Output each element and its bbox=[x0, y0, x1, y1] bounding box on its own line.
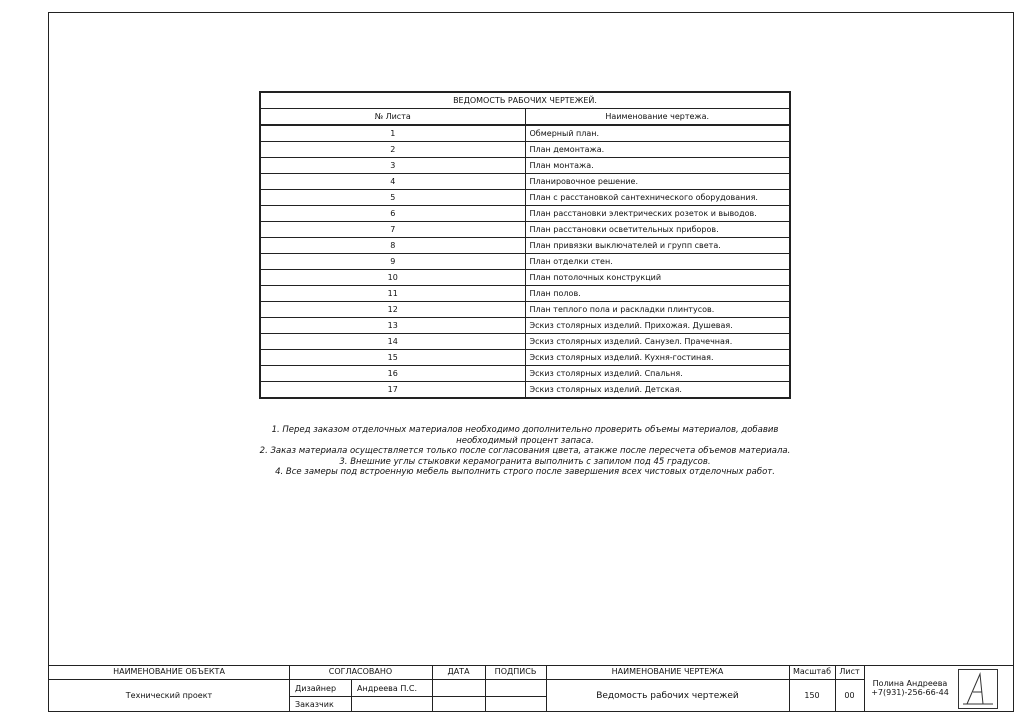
drawing-header: НАИМЕНОВАНИЕ ЧЕРТЕЖА bbox=[611, 667, 724, 676]
table-row bbox=[260, 318, 790, 334]
col-name-header: Наименование чертежа. bbox=[525, 109, 790, 126]
drawing-name-cell: Обмерный план. bbox=[525, 125, 790, 142]
author-name: Полина Андреева bbox=[872, 679, 948, 688]
object-header: НАИМЕНОВАНИЕ ОБЪЕКТА bbox=[113, 667, 225, 676]
table-row bbox=[260, 382, 790, 399]
table-row bbox=[260, 206, 790, 222]
col-number-header: № Листа bbox=[260, 109, 525, 126]
sheet-number-cell: 1 bbox=[260, 125, 525, 142]
note-line: 3. Внешние углы стыковки керамогранита выполнить с запилом под 45 градусов. bbox=[339, 456, 711, 467]
sheet-number-cell: 9 bbox=[260, 254, 525, 270]
note-line: 1. Перед заказом отделочных материалов необходимо дополнительно проверить объемы материалов, добавив необходимый процент запаса. bbox=[271, 425, 779, 446]
table-row bbox=[260, 174, 790, 190]
drawing-name-cell: План теплого пола и раскладки плинтусов. bbox=[525, 302, 790, 318]
drawing-name-cell: Эскиз столярных изделий. Санузел. Прачечная. bbox=[525, 334, 790, 350]
table-row bbox=[260, 286, 790, 302]
table-row bbox=[260, 254, 790, 270]
table-row bbox=[260, 238, 790, 254]
drawing-name-cell: План полов. bbox=[525, 286, 790, 302]
sheet-number-cell: 2 bbox=[260, 142, 525, 158]
drawing-name-cell: План расстановки осветительных приборов. bbox=[525, 222, 790, 238]
sheet-number-cell: 3 bbox=[260, 158, 525, 174]
drawings-register-table bbox=[259, 91, 791, 399]
note-line: 2. Заказ материала осуществляется только после согласования цвета, атакже после пересчета объемов материала. bbox=[259, 446, 791, 456]
sign-header: ПОДПИСЬ bbox=[494, 667, 537, 676]
sheet-number-cell: 6 bbox=[260, 206, 525, 222]
object-value: Технический проект bbox=[125, 691, 213, 700]
scale-value: 150 bbox=[804, 691, 820, 700]
drawing-name-cell: План с расстановкой сантехнического оборудования. bbox=[525, 190, 790, 206]
drawing-name-cell: Эскиз столярных изделий. Спальня. bbox=[525, 366, 790, 382]
table-title-row bbox=[260, 92, 790, 109]
designer-value: Андреева П.С. bbox=[357, 684, 418, 693]
sheet-number-cell: 8 bbox=[260, 238, 525, 254]
sheet-number-cell: 4 bbox=[260, 174, 525, 190]
drawing-name-cell: Планировочное решение. bbox=[525, 174, 790, 190]
sheet-number-cell: 7 bbox=[260, 222, 525, 238]
sheet-number-cell: 17 bbox=[260, 382, 525, 399]
table-row bbox=[260, 222, 790, 238]
drawing-name-cell: План монтажа. bbox=[525, 158, 790, 174]
sheet-number-cell: 10 bbox=[260, 270, 525, 286]
drawing-name-cell: Эскиз столярных изделий. Детская. bbox=[525, 382, 790, 399]
sheet-number-cell: 13 bbox=[260, 318, 525, 334]
table-row bbox=[260, 190, 790, 206]
sheet-number-cell: 12 bbox=[260, 302, 525, 318]
drawing-name-cell: План демонтажа. bbox=[525, 142, 790, 158]
customer-label: Заказчик bbox=[295, 700, 334, 709]
sheet-number-cell: 16 bbox=[260, 366, 525, 382]
table-row bbox=[260, 142, 790, 158]
date-header: ДАТА bbox=[447, 667, 470, 676]
drawing-name-cell: План потолочных конструкций bbox=[525, 270, 790, 286]
table-row bbox=[260, 125, 790, 142]
drawing-name-cell: Эскиз столярных изделий. Прихожая. Душевая. bbox=[525, 318, 790, 334]
designer-label: Дизайнер bbox=[295, 684, 337, 693]
sheet-value: 00 bbox=[844, 691, 855, 700]
drawing-value: Ведомость рабочих чертежей bbox=[596, 691, 739, 701]
table-row bbox=[260, 270, 790, 286]
table-title: ВЕДОМОСТЬ РАБОЧИХ ЧЕРТЕЖЕЙ. bbox=[260, 92, 790, 109]
scale-header: Масштаб bbox=[792, 667, 832, 676]
author-phone: +7(931)-256-66-44 bbox=[871, 688, 949, 697]
sheet-number-cell: 14 bbox=[260, 334, 525, 350]
drawing-name-cell: План отделки стен. bbox=[525, 254, 790, 270]
notes-block bbox=[259, 425, 791, 478]
sheet-number-cell: 5 bbox=[260, 190, 525, 206]
table-row bbox=[260, 158, 790, 174]
sheet-number-cell: 15 bbox=[260, 350, 525, 366]
table-row bbox=[260, 302, 790, 318]
note-line: 4. Все замеры под встроенную мебель выполнить строго после завершения всех чистовых отделочных работ. bbox=[275, 467, 775, 477]
table-header-row bbox=[260, 109, 790, 126]
drawing-name-cell: Эскиз столярных изделий. Кухня-гостиная. bbox=[525, 350, 790, 366]
table-row bbox=[260, 366, 790, 382]
sheet-number-cell: 11 bbox=[260, 286, 525, 302]
drawing-name-cell: План привязки выключателей и групп света. bbox=[525, 238, 790, 254]
table-row bbox=[260, 334, 790, 350]
drawing-name-cell: План расстановки электрических розеток и выводов. bbox=[525, 206, 790, 222]
approved-header: СОГЛАСОВАНО bbox=[328, 667, 393, 676]
triangle-letter-a-logo-icon bbox=[958, 669, 998, 709]
table-row bbox=[260, 350, 790, 366]
sheet-header: Лист bbox=[839, 667, 860, 676]
title-block bbox=[49, 665, 1013, 712]
